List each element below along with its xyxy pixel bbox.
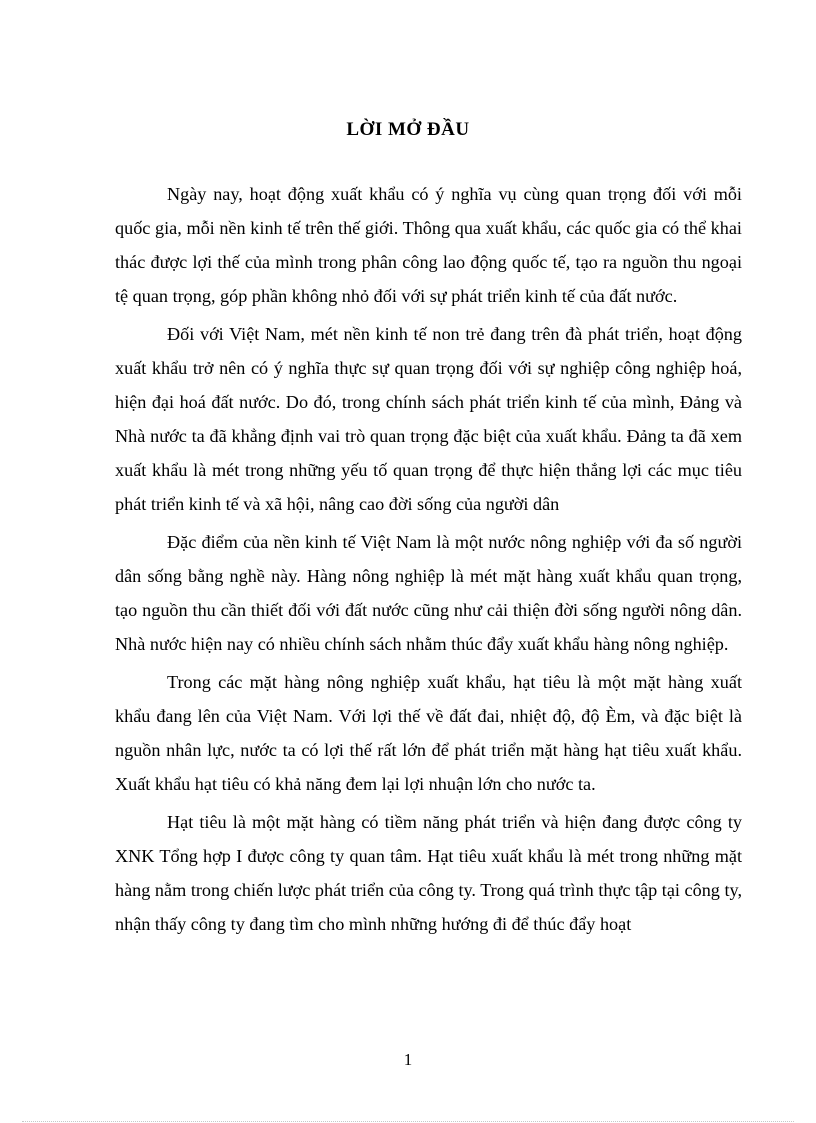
page-title: LỜI MỞ ĐẦU (346, 119, 470, 140)
page-number: 1 (403, 1050, 413, 1069)
paragraph: Đối với Việt Nam, mét nền kinh tế non trẻ đang trên đà phát triển, hoạt động xuất khẩu trở nên có ý nghĩa thực sự quan trọng đối với sự nghiệp công nghiệp hoá, hiện đại hoá đất nước. Do đó, trong chính sách phát triển kinh tế của mình, Đảng và Nhà nước ta đã khẳng định vai trò quan trọng đặc biệt của xuất khẩu. Đảng ta đã xem xuất khẩu là mét trong những yếu tố quan trọng để thực hiện thắng lợi các mục tiêu phát triển kinh tế và xã hội, nâng cao đời sống của người dân (115, 324, 742, 514)
paragraph: Hạt tiêu là một mặt hàng có tiềm năng phát triển và hiện đang được công ty XNK Tổng hợp I được công ty quan tâm. Hạt tiêu xuất khẩu là mét trong những mặt hàng nằm trong chiến lược phát triển của công ty. Trong quá trình thực tập tại công ty, nhận thấy công ty đang tìm cho mình những hướng đi để thúc đẩy hoạt (115, 812, 742, 934)
paragraph: Trong các mặt hàng nông nghiệp xuất khẩu, hạt tiêu là một mặt hàng xuất khẩu đang lên của Việt Nam. Với lợi thế về đất đai, nhiệt độ, độ Èm, và đặc biệt là nguồn nhân lực, nước ta có lợi thế rất lớn để phát triển mặt hàng hạt tiêu xuất khẩu. Xuất khẩu hạt tiêu có khả năng đem lại lợi nhuận lớn cho nước ta. (115, 672, 742, 794)
paragraph: Đặc điểm của nền kinh tế Việt Nam là một nước nông nghiệp với đa số người dân sống bằng nghề này. Hàng nông nghiệp là mét mặt hàng xuất khẩu quan trọng, tạo nguồn thu cần thiết đối với đất nước cũng như cải thiện đời sống người nông dân. Nhà nước hiện nay có nhiều chính sách nhằm thúc đẩy xuất khẩu hàng nông nghiệp. (115, 532, 742, 654)
paragraph: Ngày nay, hoạt động xuất khẩu có ý nghĩa vụ cùng quan trọng đối với mỗi quốc gia, mỗi nền kinh tế trên thế giới. Thông qua xuất khẩu, các quốc gia có thể khai thác được lợi thế của mình trong phân công lao động quốc tế, tạo ra nguồn thu ngoại tệ quan trọng, góp phần không nhỏ đối với sự phát triển kinh tế của đất nước. (115, 184, 742, 306)
body-text (115, 177, 742, 945)
page-bottom-divider (22, 1121, 794, 1122)
